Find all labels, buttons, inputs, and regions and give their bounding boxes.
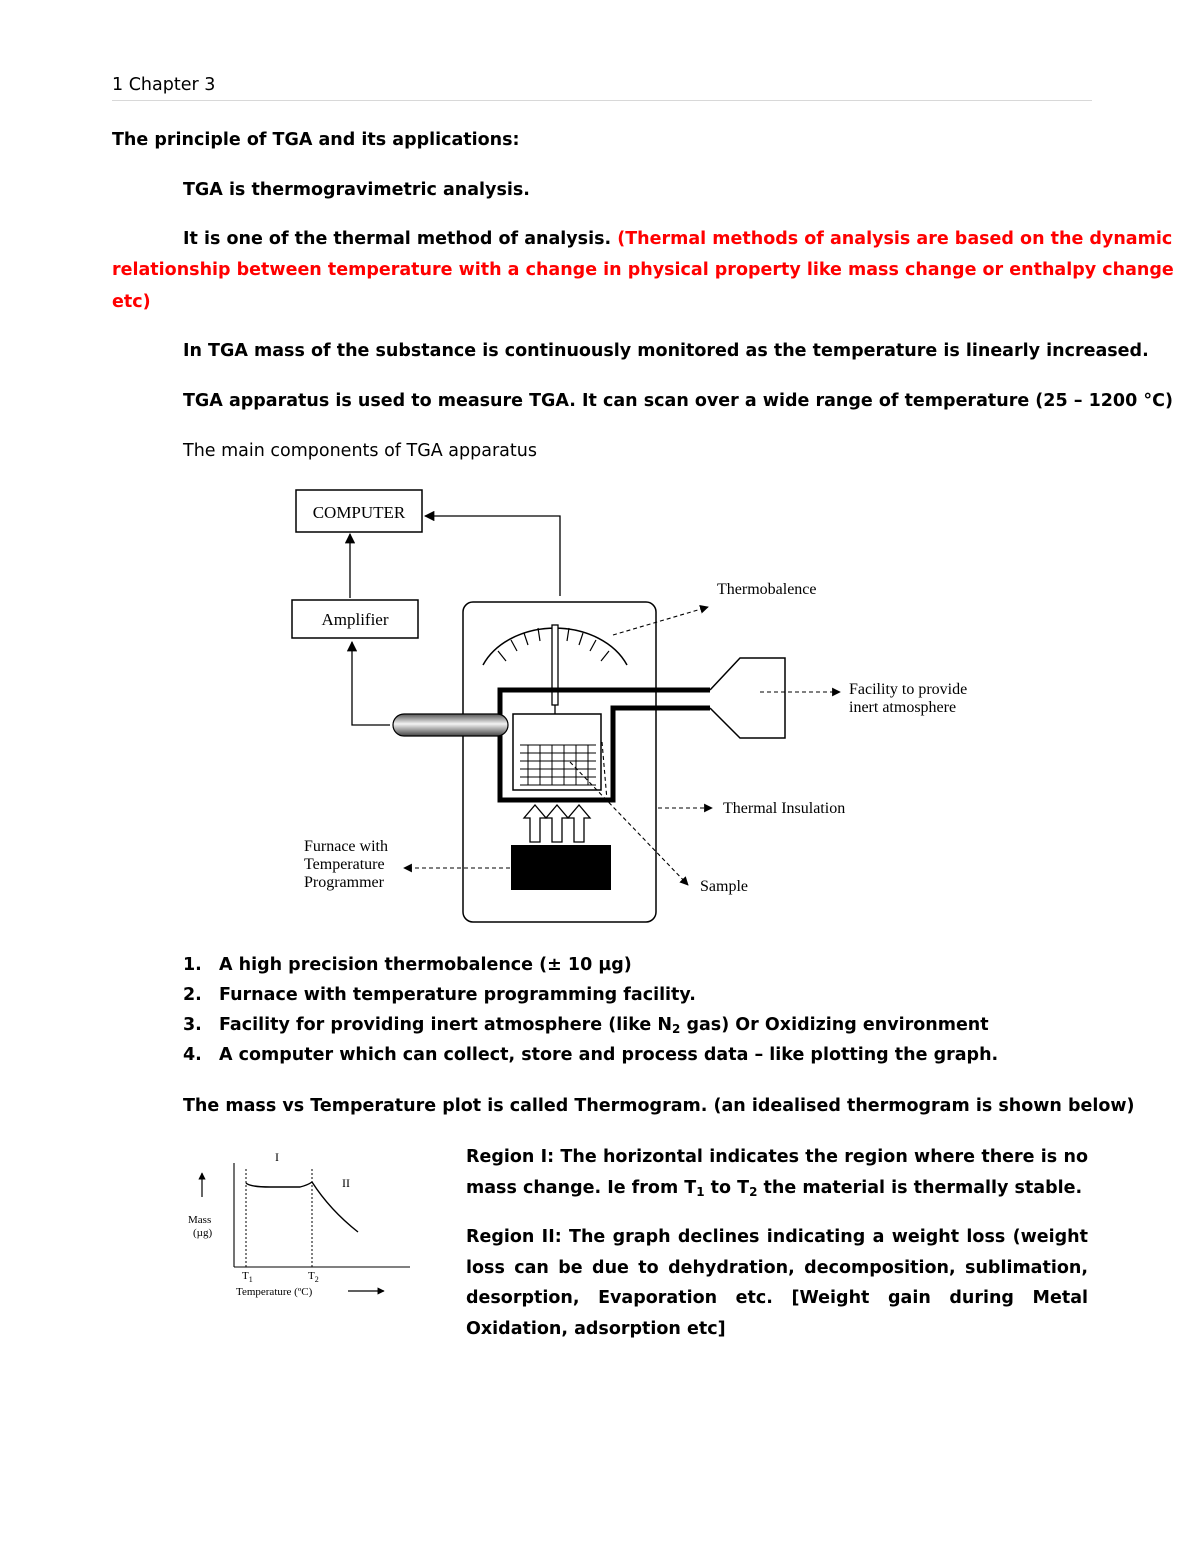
furnace-label-line3: Programmer bbox=[304, 874, 384, 891]
probe-to-amplifier-arrow bbox=[352, 642, 390, 725]
list-item-subscript: 2 bbox=[672, 1022, 681, 1036]
region-i-text-b: to T bbox=[704, 1177, 750, 1198]
list-item-number: 4. bbox=[183, 1045, 202, 1065]
list-item: Furnace with temperature programming facility. bbox=[219, 985, 696, 1005]
list-item: A high precision thermobalence (± 10 µg) bbox=[219, 955, 632, 975]
paragraph-thermal-method-note-2: relationship between temperature with a change in physical property like mass change or enthalpy change bbox=[112, 260, 1174, 280]
paragraph-mass-monitoring: In TGA mass of the substance is continuously monitored as the temperature is linearly increased. bbox=[183, 341, 1149, 361]
temperature-probe bbox=[393, 714, 508, 736]
furnace-label-line2: Temperature bbox=[304, 856, 385, 873]
paragraph-thermal-method-lead: It is one of the thermal method of analysis. bbox=[183, 229, 618, 249]
furnace-label-line1: Furnace with bbox=[304, 838, 388, 855]
list-item-number: 3. bbox=[183, 1015, 202, 1035]
region-i-sub-2: 2 bbox=[749, 1184, 758, 1199]
t2-label: $T_2$ bbox=[308, 1270, 319, 1284]
section-heading: The principle of TGA and its applications: bbox=[112, 130, 520, 150]
paragraph-tga-definition: TGA is thermogravimetric analysis. bbox=[183, 180, 530, 200]
heat-arrows bbox=[524, 805, 590, 842]
page-header-label: 1 Chapter 3 bbox=[112, 75, 216, 95]
region-i-text-c: the material is thermally stable. bbox=[757, 1177, 1083, 1198]
region-ii-explanation: Region II: The graph declines indicating a weight loss (weight loss can be due to dehydration, decomposition, sublimation, desorption, Evaporation etc. [Weight gain during Metal Oxidation, adsorption etc] bbox=[466, 1227, 1088, 1339]
thermogram-figure bbox=[180, 1145, 420, 1305]
paragraph-main-components: The main components of TGA apparatus bbox=[183, 441, 537, 461]
balance-to-computer-arrow bbox=[425, 516, 560, 596]
region-ii-label: II bbox=[342, 1176, 350, 1190]
amplifier-label: Amplifier bbox=[321, 610, 389, 629]
list-item-number: 2. bbox=[183, 985, 202, 1005]
header-rule bbox=[112, 100, 1092, 101]
list-item-text-b: gas) Or Oxidizing environment bbox=[680, 1015, 989, 1035]
region-i-sub-1: 1 bbox=[696, 1184, 705, 1199]
thermal-insulation-label: Thermal Insulation bbox=[723, 800, 846, 817]
facility-label-line1: Facility to provide bbox=[849, 681, 968, 698]
paragraph-thermal-method-note-1: (Thermal methods of analysis are based on the dynamic bbox=[617, 229, 1173, 249]
mass-axis-label-1: Mass bbox=[188, 1214, 212, 1226]
sample-label: Sample bbox=[700, 878, 748, 895]
t1-label: $T_1$ bbox=[242, 1270, 253, 1284]
tga-apparatus-diagram bbox=[280, 480, 1000, 930]
list-item-text-a: Facility for providing inert atmosphere (like N bbox=[219, 1015, 673, 1035]
thermobalence-label: Thermobalence bbox=[717, 581, 817, 598]
paragraph-thermal-method bbox=[183, 228, 1172, 250]
temperature-axis-label: Temperature (ºC) bbox=[236, 1286, 313, 1298]
list-item-number: 1. bbox=[183, 955, 202, 975]
balance-needle bbox=[552, 625, 558, 705]
region-i-explanation bbox=[466, 1142, 1088, 1203]
mass-axis-label-2: (µg) bbox=[193, 1227, 213, 1239]
thermogram-caption: The mass vs Temperature plot is called Thermogram. (an idealised thermogram is shown below) bbox=[183, 1096, 1135, 1116]
region-i-label: I bbox=[275, 1150, 279, 1164]
computer-label: COMPUTER bbox=[312, 503, 406, 522]
list-item bbox=[219, 1014, 989, 1036]
paragraph-thermal-method-note-3: etc) bbox=[112, 292, 151, 312]
gas-inlet-funnel bbox=[710, 658, 785, 738]
facility-label-line2: inert atmosphere bbox=[849, 699, 957, 716]
paragraph-apparatus-range: TGA apparatus is used to measure TGA. It can scan over a wide range of temperature (25 – 1200 °C) bbox=[183, 391, 1173, 411]
region-i-text-a: Region I: The horizontal indicates the region where there is no mass change. Ie from T bbox=[466, 1147, 1088, 1198]
furnace-block bbox=[511, 845, 611, 890]
list-item: A computer which can collect, store and process data – like plotting the graph. bbox=[219, 1045, 999, 1065]
